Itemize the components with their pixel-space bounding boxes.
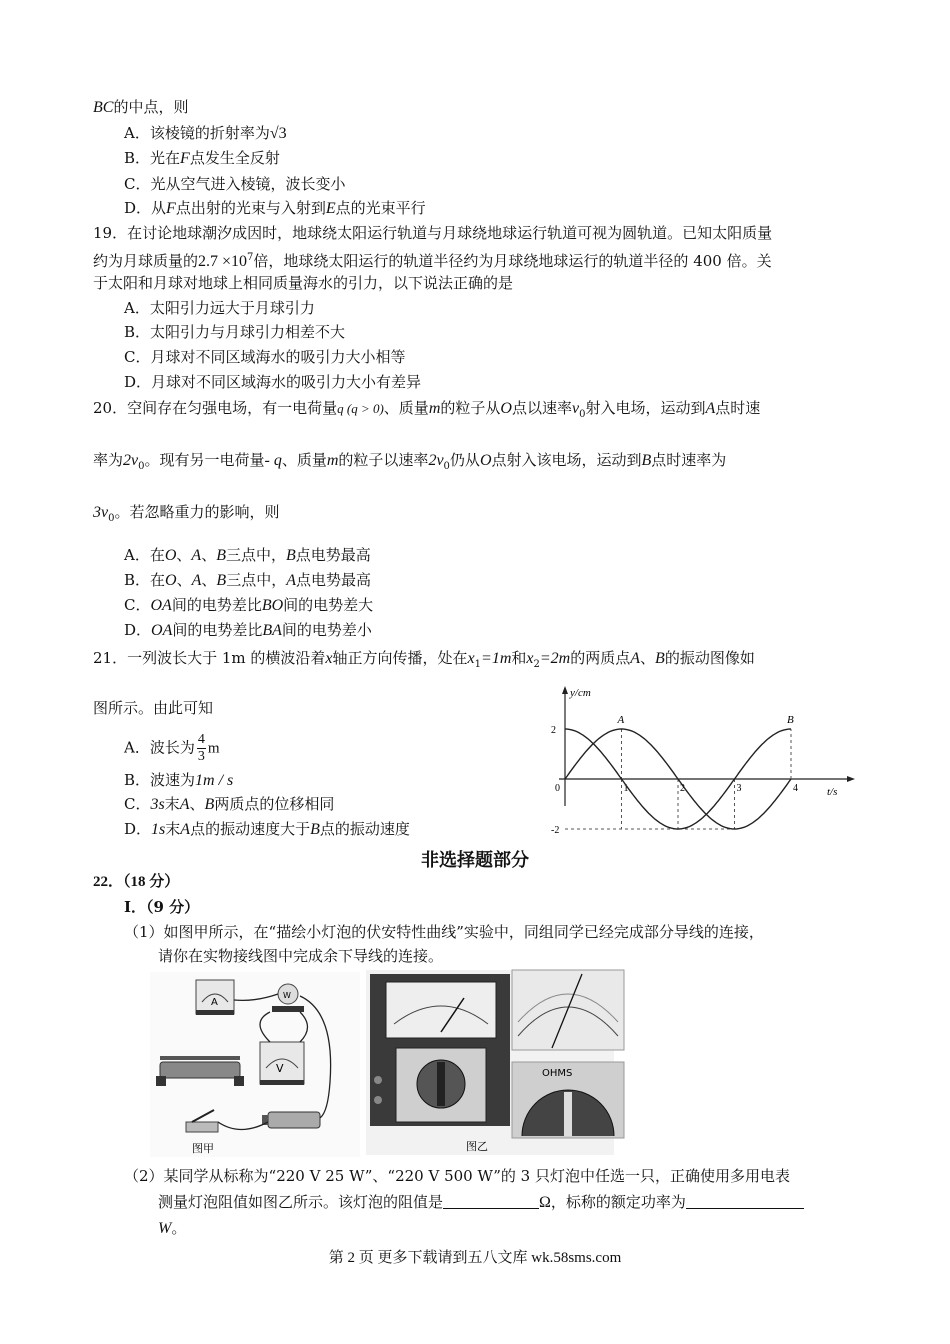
q19-option-d: D．月球对不同区域海水的吸引力大小有差异 [124,373,422,391]
q20-stem-line3: $3v_0$。若忽略重力的影响，则 [93,503,280,524]
q22-s2-line1: （2）某同学从标称为“220 V 25 W”、“220 V 500 W”的 3 只灯泡中任选一只，正确使用多用电表 [124,1167,790,1185]
x-axis-label: t/s [827,786,838,798]
q19-stem-line3: 于太阳和月球对地球上相同质量海水的引力，以下说法正确的是 [93,274,514,292]
ammeter [196,980,234,1015]
vibration-graph [545,684,865,836]
q20-option-d: D．OA间的电势差比BA间的电势差小 [124,621,372,639]
q19-stem-line1: 19．在讨论地球潮汐成因时，地球绕太阳运行轨道与月球绕地球运行轨道可视为圆轨道。已知太阳质量 [93,224,773,242]
q22-s1-line2: 请你在实物接线图中完成余下导线的连接。 [158,947,444,965]
point-label-b: B [787,714,794,726]
power-blank[interactable] [686,1192,804,1209]
x-tick-label: 2 [680,783,685,794]
q22-heading: 22．（18 分） [93,874,180,890]
q22-s2-line2: 测量灯泡阻值如图乙所示。该灯泡的阻值是 Ω，标称的额定功率为 [158,1192,804,1213]
zoom-selector [512,1062,624,1138]
y-axis-label: y/cm [570,687,591,699]
y-axis-arrow [562,686,568,694]
q21-option-c: C．3s末A、B两质点的位移相同 [124,795,335,813]
resistance-blank[interactable] [443,1192,539,1209]
svg-text:V: V [276,1062,284,1075]
q21-stem-line2: 图所示。由此可知 [93,699,214,717]
q18-option-d: D．从F点出射的光束与入射到E点的光束平行 [124,199,426,217]
svg-text:OHMS: OHMS [542,1068,573,1079]
x-tick-label: 3 [736,783,742,794]
svg-text:图甲: 图甲 [192,1142,214,1155]
page-footer: 第 2 页 更多下载请到五八文库 wk.58sms.com [328,1250,622,1266]
voltmeter [260,1042,304,1085]
section-title: 非选择题部分 [421,850,529,871]
q19-option-a: A．太阳引力远大于月球引力 [124,299,315,317]
q20-option-a: A．在O、A、B三点中，B点电势最高 [124,546,371,564]
x-tick-label: 1 [623,783,629,794]
q20-option-b: B．在O、A、B三点中，A点电势最高 [124,571,371,589]
svg-text:A: A [211,997,218,1008]
y-tick-label: -2 [551,825,560,836]
q18-option-a: A．该棱镜的折射率为√3 [124,124,287,142]
q22-s1-line1: （1）如图甲所示，在“描绘小灯泡的伏安特性曲线”实验中，同组同学已经完成部分导线的连接， [124,923,764,941]
q18-intro: BC的中点，则 [93,98,189,116]
x-tick-label: 4 [793,783,798,794]
q19-option-b: B．太阳引力与月球引力相差不大 [124,323,346,341]
q20-stem-line2: 率为$2v_0$。现有另一电荷量- q、质量m的粒子以速率$2v_0$仍从O点射入该电场，运动到B点时速率为 [93,451,727,472]
q21-option-d: D．1s末A点的振动速度大于B点的振动速度 [124,820,410,838]
q18-option-c: C．光从空气进入棱镜，波长变小 [124,175,346,193]
q22-s2-line3: W。 [158,1219,187,1237]
x-tick-label: 0 [555,783,560,794]
q19-option-c: C．月球对不同区域海水的吸引力大小相等 [124,348,406,366]
q21-option-b: B．波速为1m / s [124,771,234,789]
figure-jia-circuit [150,972,360,1157]
q21-stem-line1: 21．一列波长大于 1m 的横波沿着x轴正方向传播，处在$x_1=1m$和$x_2=2m$的两质点A、B的振动图像如 [93,649,755,670]
zoom-scale [512,970,624,1050]
svg-text:图乙: 图乙 [466,1140,488,1153]
point-label-a: A [617,714,625,726]
q20-option-c: C．OA间的电势差比BO间的电势差大 [124,596,374,614]
q20-stem-line1: 20．空间存在匀强电场，有一电荷量q (q > 0)、质量m的粒子从O点以速率$v_0$射入电场，运动到A点时速 [93,399,761,420]
q18-option-b: B．光在F点发生全反射 [124,149,280,167]
x-axis-arrow [847,776,855,782]
q21-option-a: A．波长为 $\frac{4}{3}$ m [124,732,220,764]
battery [262,1112,320,1128]
q22-part1: Ⅰ．（9 分） [124,898,200,916]
fraction: $\frac{4}{3}$ [197,732,205,764]
y-tick-label: 2 [551,725,556,736]
q19-stem-line2: 约为月球质量的$2.7 \times 10^7$倍，地球绕太阳运行的轨道半径约为月球绕地球运行的轨道半径的 400 倍。关 [93,252,772,270]
svg-text:W: W [283,991,291,1000]
